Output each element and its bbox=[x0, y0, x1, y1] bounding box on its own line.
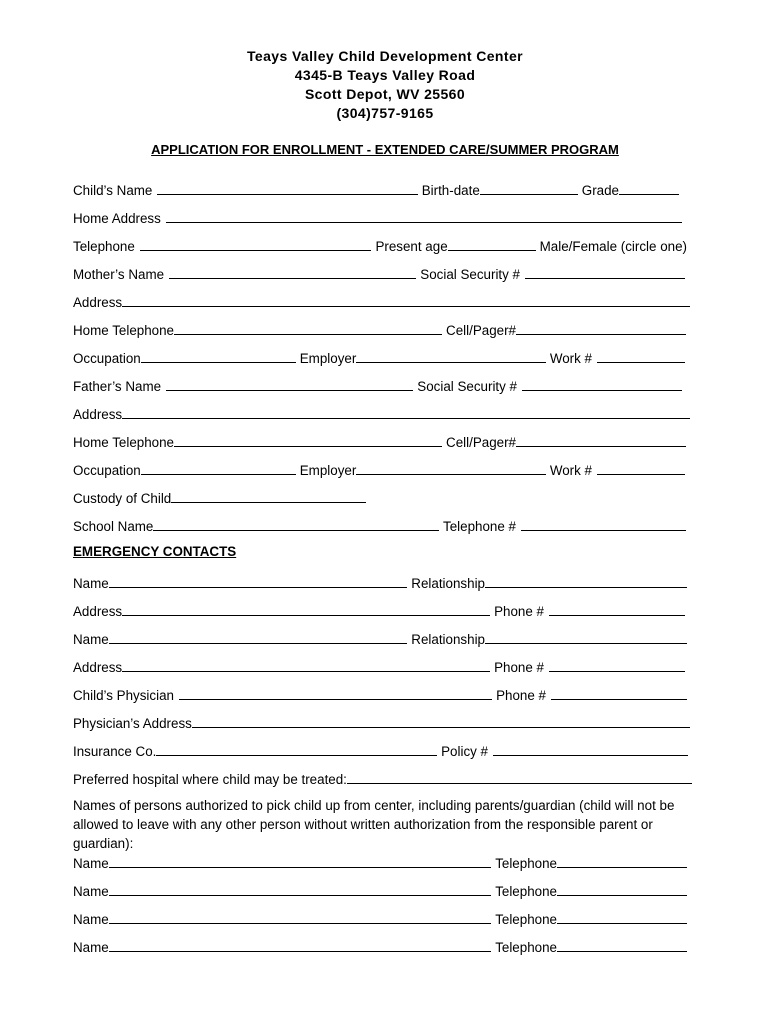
school-name-label: School Name bbox=[73, 519, 154, 534]
row-emergency1-address bbox=[73, 601, 689, 619]
row-mother-home-telephone bbox=[73, 320, 690, 338]
emergency1-phone-field[interactable] bbox=[549, 602, 685, 616]
father-employer-field[interactable] bbox=[356, 461, 546, 475]
emergency2-name-field[interactable] bbox=[109, 630, 408, 644]
authorized2-name-field[interactable] bbox=[109, 882, 491, 896]
telephone-label: Telephone bbox=[73, 239, 135, 254]
authorized4-telephone-field[interactable] bbox=[557, 938, 687, 952]
authorized2-telephone-field[interactable] bbox=[557, 882, 687, 896]
father-address-label: Address bbox=[73, 407, 123, 422]
org-address-line2: Scott Depot, WV 25560 bbox=[304, 86, 466, 102]
father-work-label: Work # bbox=[549, 463, 592, 478]
fathers-name-label: Father’s Name bbox=[73, 379, 162, 394]
row-childs-name bbox=[73, 180, 683, 198]
physician-phone-field[interactable] bbox=[551, 686, 687, 700]
insurance-field[interactable] bbox=[156, 742, 437, 756]
emergency2-relationship-field[interactable] bbox=[485, 630, 687, 644]
mother-ssn-label: Social Security # bbox=[420, 267, 520, 282]
father-occupation-label: Occupation bbox=[73, 463, 141, 478]
emergency1-relationship-field[interactable] bbox=[485, 574, 687, 588]
father-work-field[interactable] bbox=[597, 461, 685, 475]
father-employer-label: Employer bbox=[299, 463, 357, 478]
emergency1-name-field[interactable] bbox=[109, 574, 408, 588]
mother-home-telephone-field[interactable] bbox=[174, 321, 442, 335]
father-home-telephone-field[interactable] bbox=[174, 433, 442, 447]
insurance-label: Insurance Co. bbox=[73, 744, 157, 759]
childs-name-field[interactable] bbox=[157, 181, 417, 195]
emergency2-phone-label: Phone # bbox=[494, 660, 544, 675]
authorized3-name-field[interactable] bbox=[109, 910, 491, 924]
emergency1-address-label: Address bbox=[73, 604, 123, 619]
row-emergency1-name bbox=[73, 573, 691, 591]
row-childs-physician bbox=[73, 685, 691, 703]
present-age-label: Present age bbox=[375, 239, 448, 254]
telephone-field[interactable] bbox=[140, 237, 372, 251]
custody-field[interactable] bbox=[171, 489, 366, 503]
row-authorized-2 bbox=[73, 881, 691, 899]
row-school-name bbox=[73, 516, 690, 534]
preferred-hospital-field[interactable] bbox=[347, 770, 692, 784]
mother-employer-field[interactable] bbox=[356, 349, 546, 363]
home-address-field[interactable] bbox=[166, 209, 682, 223]
father-occupation-field[interactable] bbox=[141, 461, 296, 475]
org-name: Teays Valley Child Development Center bbox=[247, 48, 523, 64]
emergency1-name-label: Name bbox=[73, 576, 109, 591]
authorized3-telephone-field[interactable] bbox=[557, 910, 687, 924]
row-fathers-name bbox=[73, 376, 686, 394]
emergency2-relationship-label: Relationship bbox=[411, 632, 485, 647]
mother-address-field[interactable] bbox=[122, 293, 690, 307]
fathers-name-field[interactable] bbox=[166, 377, 413, 391]
authorized4-name-field[interactable] bbox=[109, 938, 491, 952]
row-mothers-name bbox=[73, 264, 689, 282]
physician-phone-label: Phone # bbox=[496, 688, 546, 703]
row-custody bbox=[73, 488, 370, 506]
emergency1-phone-label: Phone # bbox=[494, 604, 544, 619]
org-phone: (304)757-9165 bbox=[336, 105, 434, 121]
school-name-field[interactable] bbox=[153, 517, 439, 531]
father-ssn-label: Social Security # bbox=[417, 379, 517, 394]
mothers-name-field[interactable] bbox=[169, 265, 416, 279]
row-insurance bbox=[73, 741, 692, 759]
father-address-field[interactable] bbox=[122, 405, 690, 419]
male-female-label: Male/Female (circle one) bbox=[539, 239, 687, 254]
childs-name-label: Child’s Name bbox=[73, 183, 153, 198]
emergency-contacts-heading: EMERGENCY CONTACTS bbox=[73, 544, 237, 559]
policy-label: Policy # bbox=[441, 744, 488, 759]
mother-occupation-label: Occupation bbox=[73, 351, 141, 366]
authorized4-telephone-label: Telephone bbox=[495, 940, 557, 955]
home-address-label: Home Address bbox=[73, 211, 161, 226]
emergency2-address-field[interactable] bbox=[122, 658, 490, 672]
policy-field[interactable] bbox=[493, 742, 688, 756]
row-mother-address bbox=[73, 292, 694, 310]
mother-cell-field[interactable] bbox=[516, 321, 686, 335]
authorized3-name-label: Name bbox=[73, 912, 109, 927]
preferred-hospital-label: Preferred hospital where child may be treated: bbox=[73, 772, 347, 787]
emergency2-phone-field[interactable] bbox=[549, 658, 685, 672]
father-home-telephone-label: Home Telephone bbox=[73, 435, 174, 450]
mother-employer-label: Employer bbox=[299, 351, 357, 366]
mother-home-telephone-label: Home Telephone bbox=[73, 323, 174, 338]
authorized3-telephone-label: Telephone bbox=[495, 912, 557, 927]
childs-physician-label: Child’s Physician bbox=[73, 688, 174, 703]
father-cell-label: Cell/Pager# bbox=[446, 435, 516, 450]
mother-work-label: Work # bbox=[549, 351, 592, 366]
mother-work-field[interactable] bbox=[597, 349, 685, 363]
row-mother-occupation bbox=[73, 348, 689, 366]
present-age-field[interactable] bbox=[448, 237, 536, 251]
authorized-persons-text: Names of persons authorized to pick child up from center, including parents/guardian (child will not be allowed to leave with any other person without written authorization from the responsible parent or guardian): bbox=[73, 798, 675, 851]
row-authorized-3 bbox=[73, 909, 691, 927]
grade-field[interactable] bbox=[619, 181, 679, 195]
row-physicians-address bbox=[73, 713, 694, 731]
custody-label: Custody of Child bbox=[73, 491, 172, 506]
father-cell-field[interactable] bbox=[516, 433, 686, 447]
birth-date-label: Birth-date bbox=[421, 183, 480, 198]
row-authorized-1 bbox=[73, 853, 691, 871]
physicians-address-field[interactable] bbox=[192, 714, 690, 728]
authorized4-name-label: Name bbox=[73, 940, 109, 955]
emergency2-name-label: Name bbox=[73, 632, 109, 647]
row-home-address bbox=[73, 208, 686, 226]
school-telephone-field[interactable] bbox=[521, 517, 686, 531]
childs-physician-field[interactable] bbox=[179, 686, 492, 700]
row-father-home-telephone bbox=[73, 432, 690, 450]
authorized2-telephone-label: Telephone bbox=[495, 884, 557, 899]
birth-date-field[interactable] bbox=[480, 181, 578, 195]
mother-ssn-field[interactable] bbox=[525, 265, 685, 279]
row-emergency2-name bbox=[73, 629, 691, 647]
school-telephone-label: Telephone # bbox=[443, 519, 516, 534]
emergency1-relationship-label: Relationship bbox=[411, 576, 485, 591]
authorized1-name-field[interactable] bbox=[109, 854, 491, 868]
authorized1-telephone-field[interactable] bbox=[557, 854, 687, 868]
mother-occupation-field[interactable] bbox=[141, 349, 296, 363]
authorized1-name-label: Name bbox=[73, 856, 109, 871]
row-father-address bbox=[73, 404, 694, 422]
physicians-address-label: Physician’s Address bbox=[73, 716, 192, 731]
grade-label: Grade bbox=[581, 183, 619, 198]
authorized2-name-label: Name bbox=[73, 884, 109, 899]
mother-address-label: Address bbox=[73, 295, 123, 310]
authorized1-telephone-label: Telephone bbox=[495, 856, 557, 871]
form-title: APPLICATION FOR ENROLLMENT - EXTENDED CARE/SUMMER PROGRAM bbox=[151, 142, 619, 157]
emergency1-address-field[interactable] bbox=[122, 602, 490, 616]
father-ssn-field[interactable] bbox=[522, 377, 682, 391]
mothers-name-label: Mother’s Name bbox=[73, 267, 165, 282]
row-father-occupation bbox=[73, 460, 689, 478]
emergency2-address-label: Address bbox=[73, 660, 123, 675]
mother-cell-label: Cell/Pager# bbox=[446, 323, 516, 338]
row-preferred-hospital bbox=[73, 769, 696, 787]
row-emergency2-address bbox=[73, 657, 689, 675]
org-address-line1: 4345-B Teays Valley Road bbox=[294, 67, 476, 83]
row-authorized-4 bbox=[73, 937, 691, 955]
row-telephone bbox=[73, 236, 687, 254]
